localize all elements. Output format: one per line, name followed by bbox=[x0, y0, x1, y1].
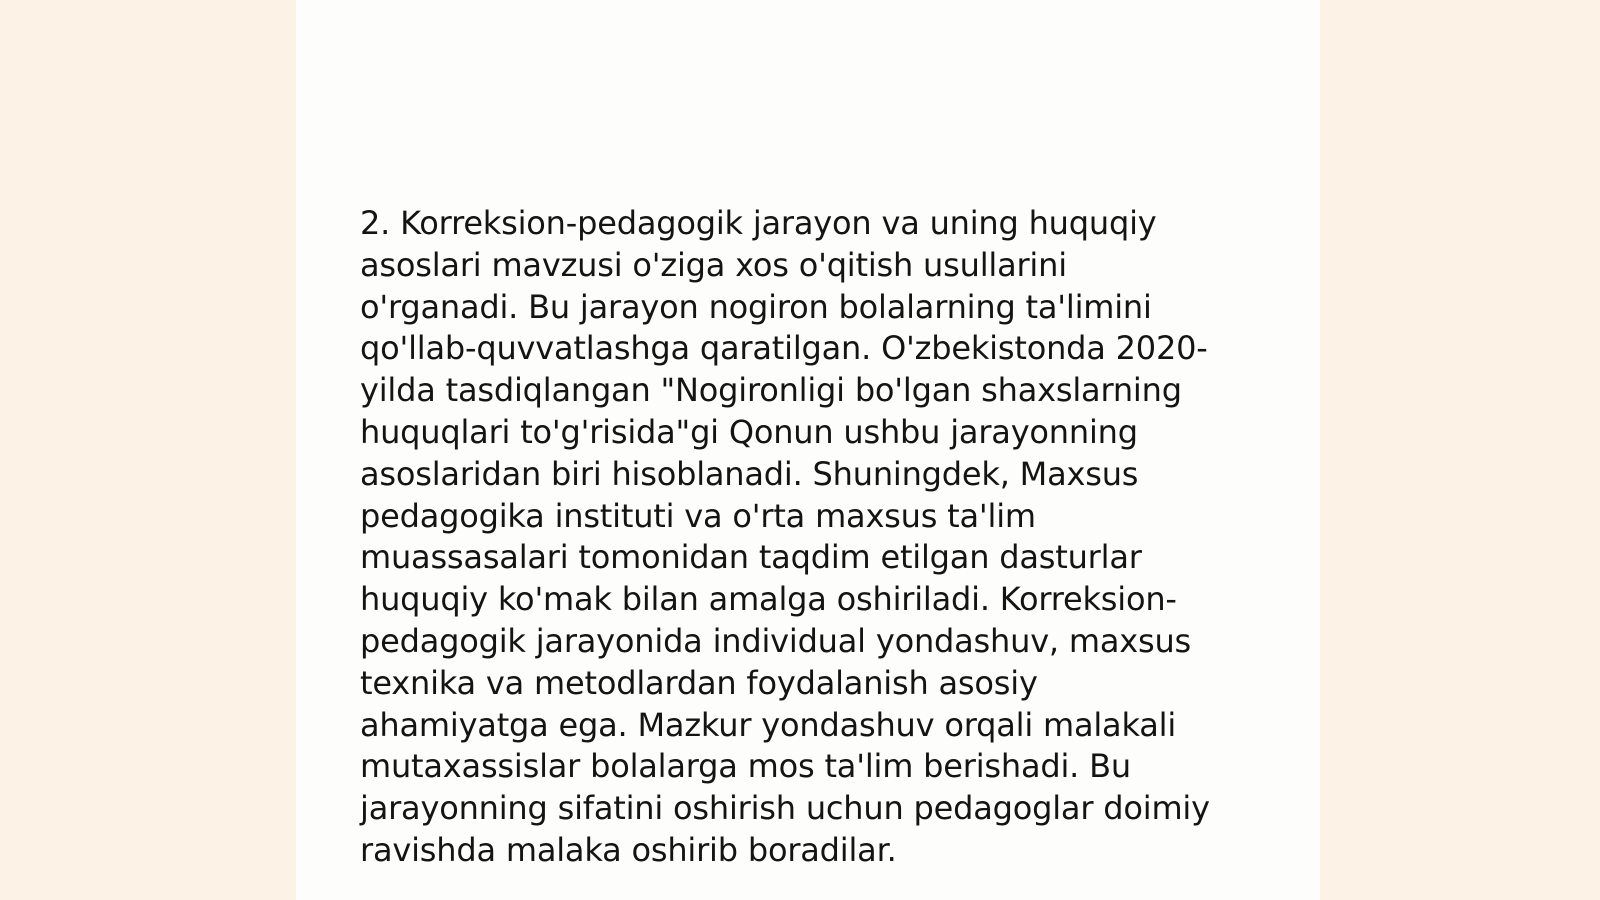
paragraph-line: huquqiy ko'mak bilan amalga oshiriladi. Korreksion- bbox=[360, 580, 1177, 619]
paragraph-line: muassasalari tomonidan taqdim etilgan dasturlar bbox=[360, 538, 1142, 577]
paragraph-line: pedagogika instituti va o'rta maxsus ta'lim bbox=[360, 496, 1036, 535]
paragraph-line: texnika va metodlardan foydalanish asosiy bbox=[360, 663, 1038, 702]
paragraph-line: pedagogik jarayonida individual yondashuv, maxsus bbox=[360, 621, 1192, 660]
paragraph-line: yilda tasdiqlangan "Nogironligi bo'lgan shaxslarning bbox=[360, 371, 1182, 410]
paragraph-line: mutaxassislar bolalarga mos ta'lim berishadi. Bu bbox=[360, 747, 1131, 786]
paragraph-line: 2. Korreksion-pedagogik jarayon va uning huquqiy bbox=[360, 204, 1157, 242]
paragraph-line: asoslari mavzusi o'ziga xos o'qitish usullarini bbox=[360, 245, 1067, 284]
paragraph-line: o'rganadi. Bu jarayon nogiron bolalarning ta'limini bbox=[360, 287, 1152, 326]
paragraph-line: ahamiyatga ega. Mazkur yondashuv orqali malakali bbox=[360, 705, 1177, 744]
body-paragraph bbox=[360, 203, 1260, 872]
paragraph-line: huquqlari to'g'risida"gi Qonun ushbu jarayonning bbox=[360, 412, 1138, 451]
paragraph-line: jarayonning sifatini oshirish uchun pedagoglar doimiy bbox=[360, 789, 1210, 828]
paragraph-line: ravishda malaka oshirib boradilar. bbox=[360, 830, 897, 869]
document-page bbox=[296, 0, 1320, 900]
paragraph-line: qo'llab-quvvatlashga qaratilgan. O'zbekistonda 2020- bbox=[360, 329, 1208, 368]
paragraph-line: asoslaridan biri hisoblanadi. Shuningdek, Maxsus bbox=[360, 454, 1139, 493]
